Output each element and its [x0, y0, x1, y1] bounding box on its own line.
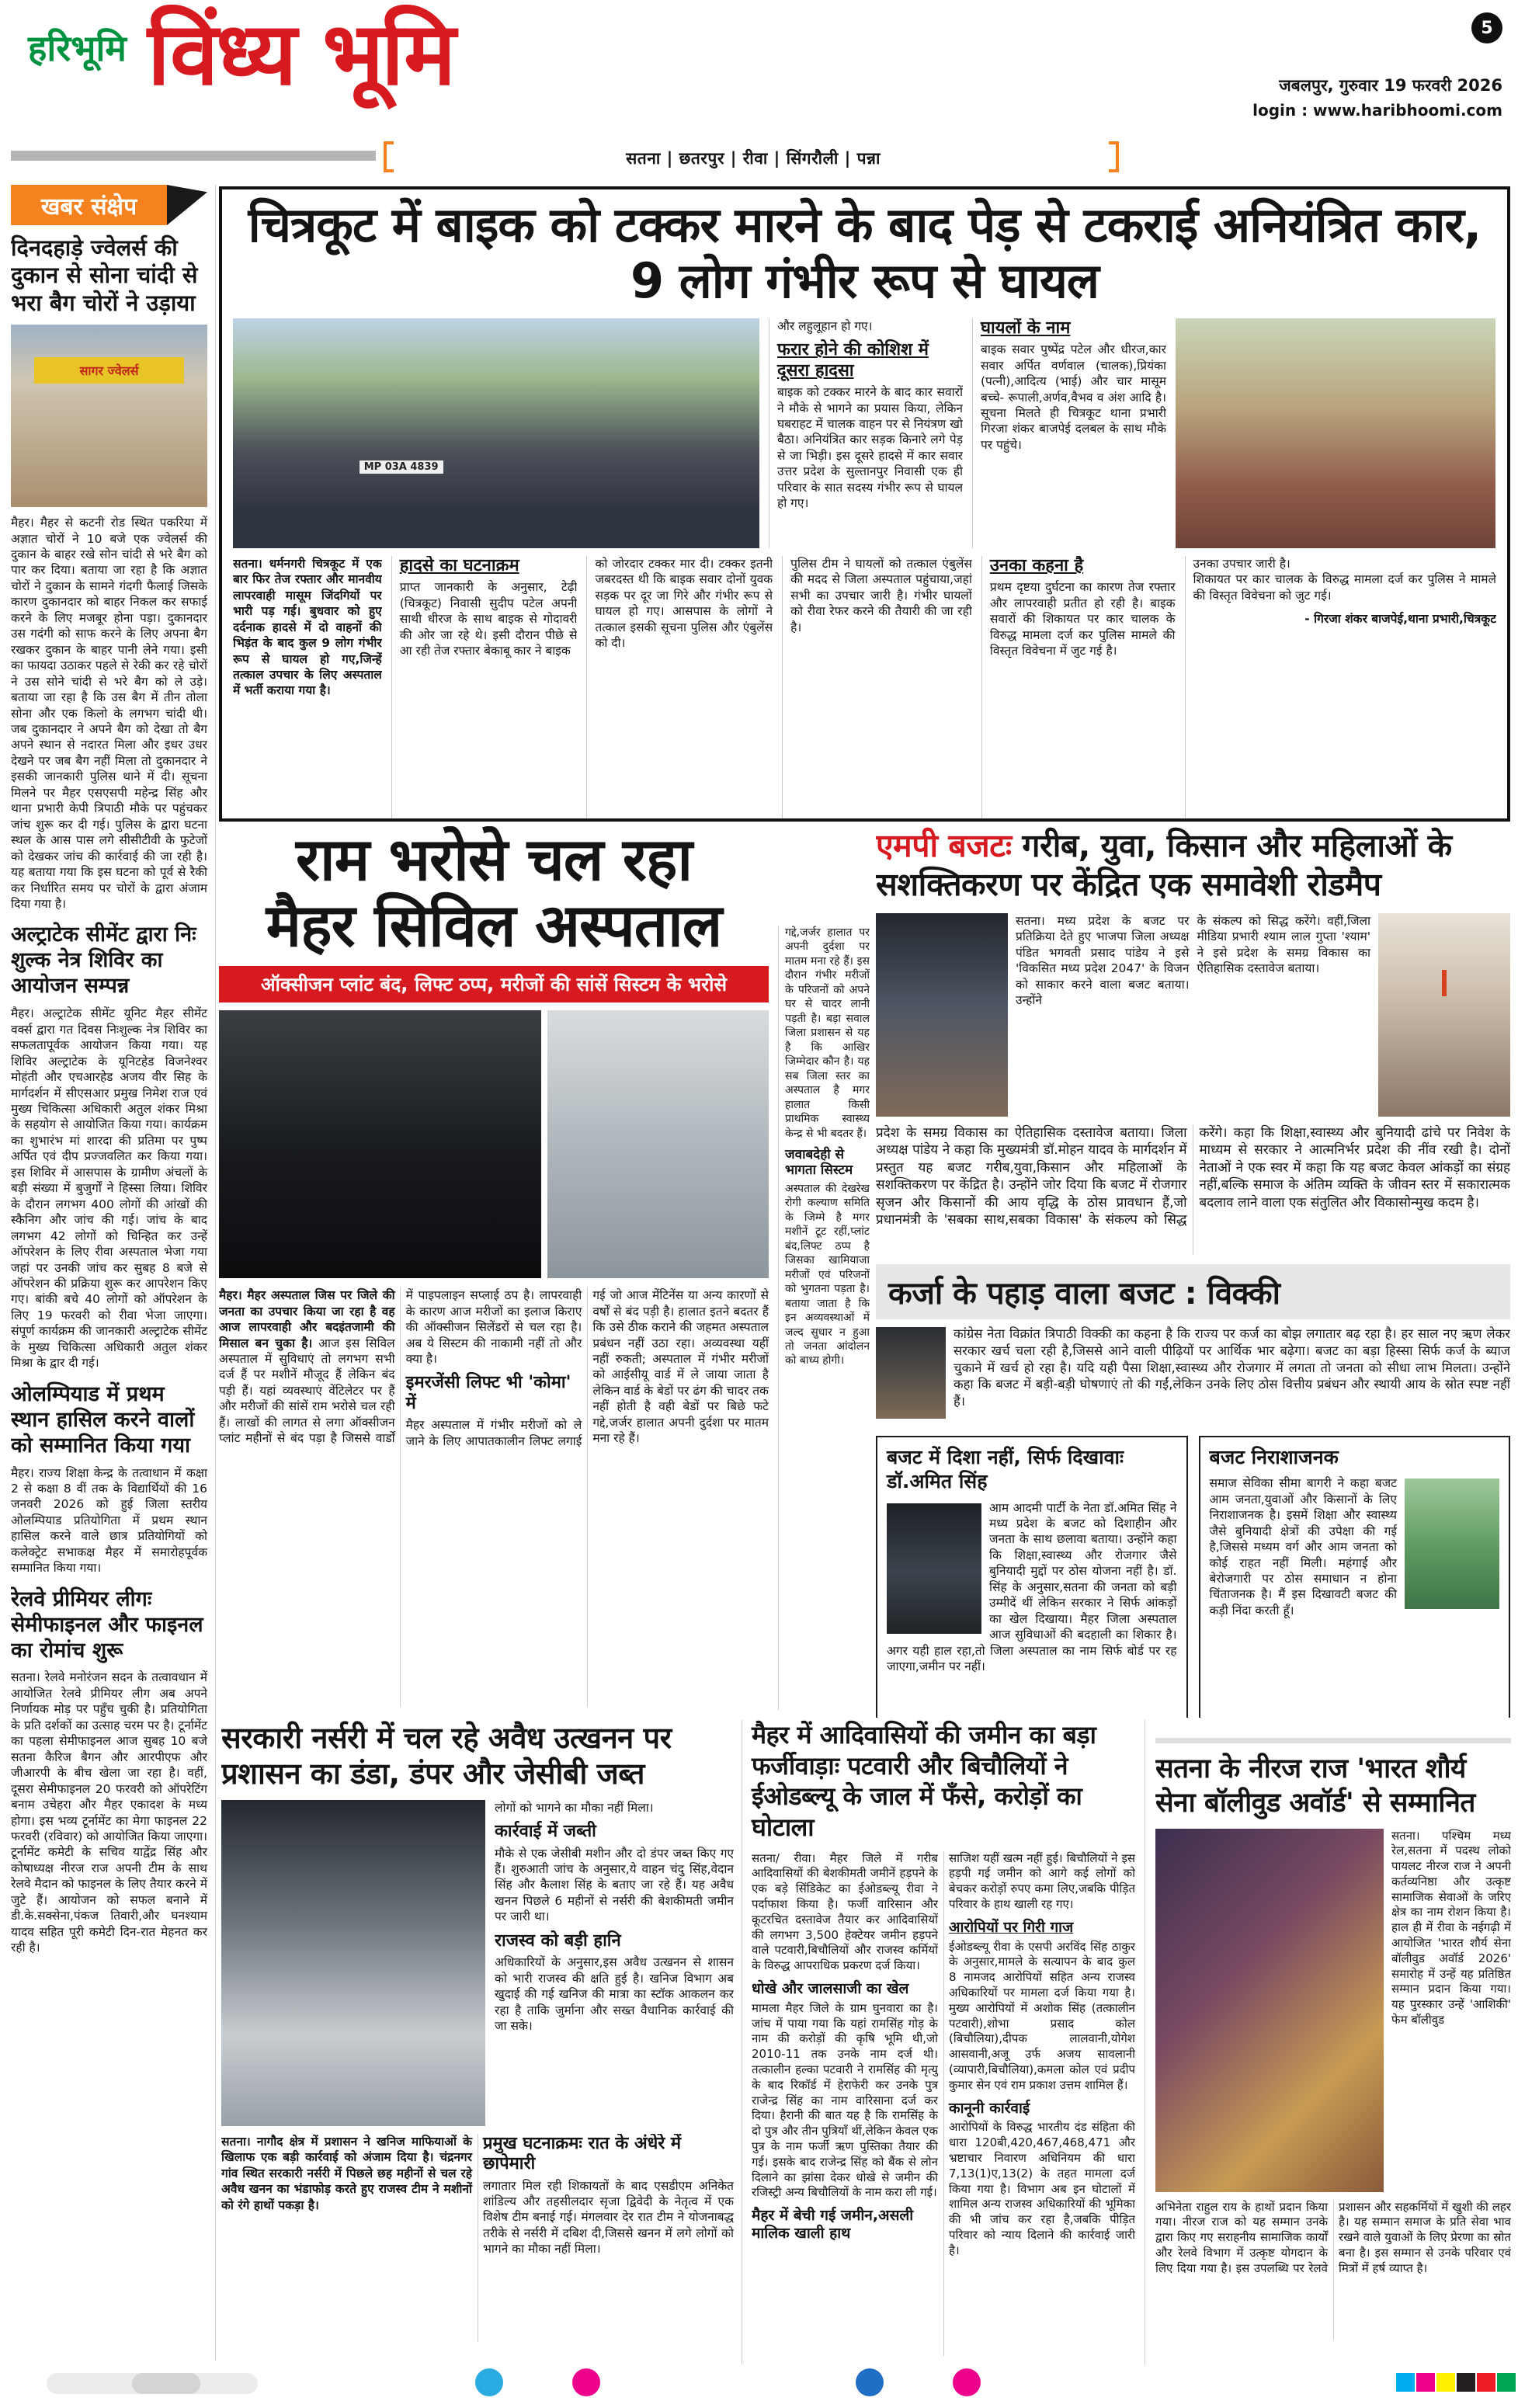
- article-lede: मैहर। मैहर अस्पताल जिस पर जिले की जनता का उपचार किया जा रहा है वह आज लापरवाही और बदइंतजामी की मिसाल बन चुका है।: [219, 1288, 395, 1350]
- lead-article: [219, 186, 1510, 822]
- article-text: मैहर। मैहर से कटनी रोड स्थित पकरिया में अज्ञात चोरों ने 10 बजे एक ज्वेलर्स की दुकान के बाहर रखे सोन चांदी से भरे बैग को पार कर दिया। बताया जा रहा है कि अज्ञात चोरों ने दुकान के सामने गंदगी फैलाई जिसके कारण दुकानदार को बाहर निकल कर सफाई करने के लिए मजबूर होना पड़ा। दुकानदार उस गदंगी को साफ करने के लिए अपना बैग रखकर दुकान के बाहर पानी लेने गया। इसी का फायदा उठाकर पहले से रेकी कर रहे चोरों ने उस सोने चांदी से भरे बैग को ले उड़े। बताया जा रहा है कि उस बैग में तीन तोला सोना और एक किलो के लगभग चांदी थी। जब दुकानदार ने अपने बैग को देखा तो बैग अपने स्थान से नदारत मिला और इधर उधर देखने पर जब बैग नहीं मिला तो दुकानदार ने इसकी जानकारी पुलिस थाने में दी। सूचना मिलने पर मैहर एसएसपी महेन्द्र सिंह और थाना प्रभारी केपी त्रिपाठी मौके पर पहुंचकर जांच शुरू कर दी गई। पुलिस के द्वारा घटना स्थल के आस पास लगे सीसीटीवी के फुटेजों को देखकर जांच की कार्रवाई की जा रही है। यह बताया गया कि इस घटना को पूर्व से रैकी कर निर्धारित समय पर चोरों के द्वारा अंजाम दिया गया है।: [11, 516, 207, 911]
- photo-hospital-bed: [547, 1010, 769, 1278]
- article-text: आज इस सिविल अस्पताल में सुविधाएं तो लगभग सभी दर्ज हैं पर मशीनें मौजूद हैं लेकिन बंद पड़ी हैं। यहां व्यवस्थाएं वेंटिलेटर पर हैं और मरीजों की सांसें राम भरोसे चल रही हैं। लाखों की लागत से लगा ऑक्सीजन प्लांट महीनों से बंद पड़ा है जिससे वार्डों में पाइपलाइन सप्लाई ठप है। लापरवाही के कारण आज मरीजों का इलाज किराए की ऑक्सीजन सिलेंडरों से चल रहा है। अब ये सिस्टम की नाकामी नहीं तो और क्या है।: [219, 1288, 582, 1446]
- lead-column: [972, 318, 1166, 548]
- color-bar-icon: [1457, 2373, 1475, 2392]
- article-headline: सरकारी नर्सरी में चल रहे अवैध उत्खनन पर प्रशासन का डंडा, डंपर और जेसीबी जब्त: [221, 1721, 672, 1791]
- budget-intro-row: [876, 913, 1510, 1117]
- article-headline: मैहर में आदिवासियों की जमीन का बड़ा फर्जीवाड़ाः पटवारी और बिचौलियों ने ईओडब्ल्यू के जाल में फँसे, करोड़ों का घोटाला: [752, 1720, 1096, 1843]
- tilak-mark: [1442, 970, 1447, 996]
- color-bar-icon: [1477, 2373, 1495, 2392]
- article-headline: [876, 826, 1510, 904]
- brief-headline: अल्ट्राटेक सीमेंट द्वारा निः शुल्क नेत्र शिविर का आयोजन सम्पन्न: [11, 923, 196, 999]
- article-text: प्रदेश के समग्र विकास का ऐतिहासिक दस्तावेज बताया। जिला अध्यक्ष पांडेय ने कहा कि मुख्यमंत्री डॉ.मोहन यादव के मार्गदर्शन में प्रस्तुत यह बजट गरीब,युवा,किसान और महिलाओं के सशक्तिकरण पर केंद्रित है। उन्होंने जोर दिया कि बजट में रोजगार सृजन और किसानों की आय वृद्धि के ठोस प्रावधान हैं,जो प्रधानमंत्री के 'सबका साथ,सबका विकास' के संकल्प को सिद्ध करेंगे। कहा कि शिक्षा,स्वास्थ्य और बुनियादी ढांचे पर निवेश के माध्यम से सरकार ने आत्मनिर्भर प्रदेश की नींव रखी है। दोनों नेताओं ने एक स्वर में कहा कि यह बजट केवल आंकड़ों का संग्रह नहीं,बल्कि समाज के अंतिम व्यक्ति के जीवन स्तर में सकारात्मक बदलाव लाने वाला एक संतुलित और विकासोन्मुख कदम है।: [876, 1125, 1510, 1228]
- photo-police-vehicle: [233, 318, 759, 548]
- lead-bottom-row: [233, 556, 1496, 822]
- brief-headline: रेलवे प्रीमियर लीगः सेमीफाइनल और फाइनल का रोमांच शुरू: [11, 1586, 203, 1663]
- shop-sign: सागर ज्वेलर्स: [34, 357, 183, 384]
- nursery-side-column: [495, 1800, 734, 2126]
- article-text: कांग्रेस नेता विक्रांत त्रिपाठी विक्की का कहना है कि राज्य पर कर्ज का बोझ लगातार बढ़ रहा है। हर साल नए ऋण लेकर सरकार खर्च चला रही है,जिससे आने वाली पीढ़ियों पर आर्थिक भार बढ़ेगा। बजट का बड़ा हिस्सा सिर्फ कर्ज के ब्याज चुकाने में खर्च हो रहा है। यदि यही पैसा शिक्षा,स्वास्थ्य और रोजगार में लगता तो जनता को सीधा लाभ मिलता। उन्होंने कहा कि बजट में बड़ी-बड़ी घोषणाएं तो की गईं,लेकिन उनके लिए ठोस वित्तीय प्रबंधन और स्थायी आय के स्रोत स्पष्ट नहीं हैं।: [954, 1326, 1510, 1409]
- color-bar-icon: [1396, 2373, 1415, 2392]
- article-text: मैहर। अल्ट्राटेक सीमेंट यूनिट मैहर सीमेंट वर्क्स द्वारा गत दिवस निःशुल्क नेत्र शिविर का सफलतापूर्वक आयोजन किया गया। यह शिविर अल्ट्राटेक के यूनिटहेड विजनेश्वर मोहंती और एचआरहेड अजय वीर सिह के मार्गदर्शन में सीएसआर प्रमुख निमेश राज एवं मुख्य चिकित्सा अधिकारी अतुल शंकर मिश्रा के सहयोग से आयोजित किया गया। कार्यक्रम का शुभारंभ मां शारदा की प्रतिमा पर पुष्प अर्पित एवं दीप प्रज्जवलित कर किया गया। इस शिविर में आसपास के ग्रामीण अंचलों के बड़ी संख्या में बुजुर्गों ने हिस्सा लिया। शिविर के दौरान लगभग 400 लोगों की आंखों की स्कैनिग और जांच की गई। जांच के बाद लगभग 42 लोगों को चिन्हित कर उन्हें ऑपरेशन के लिए रीवा अस्पताल भेजा गया जहां पर उनकी जांच कर सुबह 8 बजे से ऑपरेशन की प्रक्रिया शुरू कर आपरेशन किए गए। बांकी बचे 40 लोगों को ऑपरेशन के लिए 19 फरवरी को रीवा भेजा जाएगा। संपूर्ण कार्यक्रम की जानकारी अल्ट्राटेक सीमेंट के मुख्य चिकित्सा अधिकारी अतुल शंकर मिश्रा के द्वार दी गई।: [11, 1006, 207, 1371]
- photo-caption: शिकायत पर कार चालक के विरुद्ध मामला दर्ज कर पुलिस ने मामले की विस्तृत विवेचना को जुट गई।: [1193, 572, 1497, 603]
- section-subhead: प्रमुख घटनाक्रमः रात के अंधेरे में छापेमारी: [483, 2133, 682, 2174]
- photo-media-incharge: [1378, 913, 1510, 1117]
- section-subhead: मैहर में बेची गई जमीन,असली मालिक खाली हाथ: [752, 2207, 914, 2243]
- article-text: आरोपियों के विरुद्ध भारतीय दंड संहिता की धारा 120बी,420,467,468,471 और भ्रष्टाचार निवारण अधिनियम की धारा 7,13(1)ए,13(2) के तहत मामला दर्ज किया गया है। विभाग अब इन घोटालों में शामिल अन्य राजस्व अधिकारियों की भूमिका की भी जांच कर रहा है,जबकि पीड़ित परिवार को न्याय दिलाने की कार्रवाई जारी है।: [949, 2120, 1135, 2257]
- section-subhead: फरार होने की कोशिश में दूसरा हादसा: [777, 340, 929, 380]
- article-text: मैहर। राज्य शिक्षा केन्द्र के तत्वाधान में कक्षा 2 से कक्षा 8 वीं तक के विद्यार्थियों की 16 जनवरी 2026 को हुई जिला स्तरीय ओलम्पियाड प्रतियोगिता में प्रथम स्थान हासिल करने वाले छात्र प्रतियोगियों को कलेक्ट्रेट सभाकक्ष मैहर में समारोहपूर्वक सम्मानित किया गया।: [11, 1465, 207, 1576]
- article-text: और लहुलूहान हो गए।: [777, 318, 873, 333]
- lead-top-row: [233, 318, 1496, 548]
- headline-kicker: एमपी बजटः: [876, 827, 1012, 864]
- page-number-badge: 5: [1471, 12, 1502, 43]
- article-body: [1155, 2200, 1511, 2340]
- login-link[interactable]: login : www.haribhoomi.com: [1252, 101, 1502, 120]
- section-subhead: कार्रवाई में जब्ती: [495, 1822, 596, 1842]
- scrollbar-track: [47, 2373, 258, 2394]
- budget-article: [876, 826, 1510, 1718]
- article-text: अस्पताल की देखरेख रोगी कल्याण समिति के जिम्मे है मगर मशीनें टूट रहीं,प्लांट बंद,लिफ्ट ठप्प है जिसका खामियाजा मरीजों एवं परिजनों को भुगतना पड़ता है। बताया जाता है कि इन अव्यवस्थाओं में जल्द सुधार न हुआ तो जनता आंदोलन को बाध्य होगी।: [785, 1182, 870, 1367]
- article-text: समाज सेविका सीमा बागरी ने कहा बजट आम जनता,युवाओं और किसानों के लिए निराशाजनक है। इसमें शिक्षा और स्वास्थ्य जैसे बुनियादी क्षेत्रों की उपेक्षा की गई है,जिससे मध्यम वर्ग और आम जनता को कोई राहत नहीं मिली। महंगाई और बेरोजगारी पर ठोस समाधान न होना चिंताजनक है। मैं इस दिखावटी बजट की कड़ी निंदा करती हूँ।: [1209, 1476, 1397, 1617]
- photo-award-ceremony: [1155, 1829, 1384, 2192]
- article-text: साजिश यहीं खत्म नहीं हुई। बिचौलियों ने इस हड़पी गई जमीन को आगे कई लोगों को बेचकर करोड़ों रुपए कमा लिए,जबकि पीड़ित परिवार के हाथ खाली रह गए।: [949, 1850, 1135, 1912]
- license-plate: MP 03A 4839: [360, 460, 443, 474]
- photo-caption: उनका उपचार जारी है।: [1193, 556, 1290, 571]
- photo-congress-leader: [876, 1327, 946, 1419]
- section-subhead: आरोपियों पर गिरी गाज: [949, 1918, 1074, 1936]
- article-lede: सतना। नागौद क्षेत्र में प्रशासन ने खनिज माफियाओं के खिलाफ एक बड़ी कार्रवाई को अंजाम दिया है। चंद्रनगर गांव स्थित सरकारी नर्सरी में पिछले छह महीनों से चल रहे अवैध खनन का भंडाफोड़ करते हुए राजस्व टीम ने मशीनों को रंगे हाथों पकड़ा है।: [221, 2134, 472, 2212]
- opinion-boxes: [876, 1436, 1510, 1718]
- article-text: सतना/ रीवा। मैहर जिले में गरीब आदिवासियों की बेशकीमती जमीनें हड़पने के एक बड़े सिंडिकेट का ईओडब्ल्यू रीवा ने पर्दाफाश किया है। फर्जी वारिसान और कूटरचित दस्तावेज तैयार कर आदिवासियों की लगभग 3,500 हेक्टेयर जमीन हड़पने वाले पटवारी,बिचौलियों और राजस्व कर्मियों के विरुद्ध आपराधिक प्रकरण दर्ज किया।: [752, 1850, 938, 1973]
- registration-dot-icon: [475, 2368, 503, 2396]
- award-article: [1155, 1738, 1511, 2364]
- hospital-article: [219, 826, 870, 1716]
- deck-strip: ऑक्सीजन प्लांट बंद, लिफ्ट ठप्प, मरीजों की सांसें सिस्टम के भरोसे: [219, 966, 769, 1002]
- registration-dot-icon: [856, 2368, 884, 2396]
- dateline: जबलपुर, गुरुवार 19 फरवरी 2026: [1279, 76, 1502, 95]
- article-text: बाइक को टक्कर मारने के बाद कार सवारों ने मौके से भागने का प्रयास किया, लेकिन घबराहट में चालक वाहन पर से नियंत्रण खो बैठा। अनियंत्रित कार सड़क किनारे लगे पेड़ से जा भिड़ी। इस दूसरे हादसे में कार सवार उत्तर प्रदेश के सुल्तानपुर निवासी एक ही परिवार के सात सदस्य गंभीर रूप से घायल हो गए।: [777, 385, 963, 511]
- header-divider: [11, 151, 376, 161]
- hospital-photos: [219, 1010, 769, 1278]
- article-text: सतना। मध्य प्रदेश के बजट पर प्रतिक्रिया देते हुए भाजपा जिला अध्यक्ष पंडित भगवती प्रसाद पांडेय ने इसे 'विकसित मध्य प्रदेश 2047' के विजन को साकार करने वाला बजट बताया। उन्होंने: [1016, 914, 1190, 1008]
- article-text: प्रथम दृष्टया दुर्घटना का कारण तेज रफ्तार और लापरवाही प्रतीत हो रही है। बाइक सवारों की शिकायत पर कार चालक के विरुद्ध मामला दर्ज कर पुलिस मामले की विस्तृत विवेचना में जुट गई है।: [989, 580, 1176, 658]
- briefs-banner-label: खबर संक्षेप: [11, 185, 167, 225]
- byline-attribution: - गिरजा शंकर बाजपेई,थाना प्रभारी,चित्रकूट: [1304, 612, 1497, 627]
- color-bar-icon: [1497, 2373, 1516, 2392]
- article-text: पुलिस टीम ने घायलों को तत्काल एंबुलेंस की मदद से जिला अस्पताल पहुंचाया,जहां सभी का उपचार जारी है। गंभीर घायलों को रीवा रेफर करने की तैयारी की जा रही है।: [790, 556, 972, 634]
- article-body: [221, 2134, 734, 2342]
- article-text: मैहर अस्पताल में गंभीर मरीजों को ले जाने के लिए आपातकालीन लिफ्ट लगाई गई जो आज मेंटिनेंस या अन्य कारणों से वर्षों से बंद पड़ी है। हालात इतने बदतर हैं कि उसे ठीक कराने की जहमत अस्पताल प्रबंधन नहीं उठा रहा। अव्यवस्था यहीं नहीं रुकती; अस्पताल में गंभीर मरीजों को आईसीयू वार्ड में ले जाया जाता है लेकिन वार्ड के बेडों पर ढंग की चादर तक नहीं होती है वही बेडों पर बिछे फटे गद्दे,जर्जर हालात अपनी दुर्दशा पर मातम मना रहे हैं।: [405, 1288, 769, 1448]
- article-text: को जोरदार टक्कर मार दी। टक्कर इतनी जबरदस्त थी कि बाइक सवार दोनों युवक सड़क पर दूर जा गिरे और गंभीर रूप से घायल हो गए। आसपास के लोगों ने तत्काल इसकी सूचना पुलिस और एंबुलेंस को दी।: [595, 556, 773, 651]
- bracket-icon: [384, 141, 394, 172]
- article-body: [219, 1287, 769, 1707]
- section-divider: [1155, 1738, 1511, 1743]
- article-text: प्राप्त जानकारी के अनुसार, टेढ़ी (चित्रकूट) निवासी सुदीप पटेल अपनी साथी धीरज के साथ बाइक से गोदावरी की ओर जा रहे थे। इसी दौरान पीछे से आ रही तेज रफ्तार बेकाबू कार ने बाइक: [399, 580, 578, 658]
- haribhoomi-logo: हरिभूमि: [28, 27, 127, 69]
- registration-dot-icon: [953, 2368, 981, 2396]
- brief-headline: ओलम्पियाड में प्रथम स्थान हासिल करने वालों को सम्मानित किया गया: [11, 1381, 195, 1458]
- banner-flag-icon: [167, 185, 207, 225]
- section-subhead: हादसे का घटनाक्रम: [399, 555, 519, 575]
- edition-cities: सतना | छतरपुर | रीवा | सिंगरौली | पन्ना: [626, 149, 881, 168]
- article-text: अधिकारियों के अनुसार,इस अवैध उत्खनन से शासन को भारी राजस्व की क्षति हुई है। खनिज विभाग अब खुदाई की गई खनिज की मात्रा का स्टॉक आकलन कर रहा है ताकि जुर्माना और सख्त वैधानिक कार्रवाई की जा सके।: [495, 1955, 734, 2034]
- lead-column: [769, 318, 963, 548]
- section-subhead: राजस्व को बड़ी हानि: [495, 1930, 621, 1951]
- color-bar-icon: [1416, 2373, 1435, 2392]
- photo-injured-people: [1176, 318, 1495, 548]
- opinion-box-seema: [1199, 1436, 1511, 1718]
- section-subhead: कानूनी कार्रवाई: [949, 2099, 1030, 2117]
- briefs-banner: [11, 185, 207, 225]
- article-headline: सतना के नीरज राज 'भारत शौर्य सेना बॉलीवुड अवॉर्ड' से सम्मानित: [1155, 1753, 1475, 1819]
- lead-column: [1185, 556, 1496, 822]
- article-headline: मैहर सिविल अस्पताल: [266, 891, 722, 961]
- article-text: मामला मैहर जिले के ग्राम घुनवारा का है। जांच में पाया गया कि यहां रामसिंह गोड़ के नाम की करोड़ों की कृषि भूमि थी,जो 2010-11 तक उनके नाम दर्ज थी। तत्कालीन हल्का पटवारी ने रामसिंह की मृत्यु के बाद रिकॉर्ड में हेराफेरी कर उनके पुत्र राजेन्द्र सिंह का नाम वारिसाना दर्ज कर दिया। हैरानी की बात यह है कि रामसिंह के दो पुत्र और तीन पुत्रियाँ थीं,लेकिन केवल एक पुत्र के नाम फर्जी ऋण पुस्तिका तैयार की गई। इसके बाद राजेन्द्र सिंह को बैंक से लोन दिलाने का झांसा देकर धोखे से जमीन की रजिस्ट्री अन्य बिचौलियों के नाम करा ली गई।: [752, 2000, 938, 2200]
- section-subhead: इमरजेंसी लिफ्ट भी 'कोमा' में: [405, 1373, 571, 1413]
- lead-column: [391, 556, 578, 822]
- brief-headline: दिनदहाड़े ज्वेलर्स की दुकान से सोना चांदी से भरा बैग चोरों ने उड़ाया: [11, 235, 198, 316]
- photo-amit-singh: [887, 1503, 981, 1634]
- article-text: लगातार मिल रही शिकायतों के बाद एसडीएम अनिकेत शांडिल्य और तहसीलदार सृजा द्विवेदी के नेतृत्व में एक विशेष टीम बनाई गई। मंगलवार देर रात टीम ने योजनाबद्ध तरीके से नर्सरी में दबिश दी,जिससे खनन में लगे लोगों को भागने का मौका नहीं मिला।: [483, 2178, 734, 2257]
- lead-column: [586, 556, 773, 822]
- section-heading: कर्जा के पहाड़ वाला बजट : विक्की: [876, 1264, 1510, 1319]
- award-top-row: [1155, 1829, 1511, 2192]
- bracket-icon: [1109, 141, 1119, 172]
- section-subhead: जवाबदेही से भागता सिस्टम: [785, 1147, 853, 1179]
- article-text: के संकल्प को सिद्ध करेंगे। वहीं,जिला मीडिया प्रभारी श्याम लाल गुप्ता 'श्याम' ने इसे प्रदेश के समग्र विकास का ऐतिहासिक दस्तावेज बताया।: [1197, 914, 1370, 976]
- article-text: अभिनेता राहुल राय के हाथों प्रदान किया गया। नीरज राज को यह सम्मान उनके द्वारा किए गए सराहनीय सामाजिक कार्यों और रेलवे विभाग में उत्कृष्ट योगदान के लिए दिया गया है। इस उपलब्धि पर रेलवे प्रशासन और सहकर्मियों में खुशी की लहर है। यह सम्मान समाज के प्रति सेवा भाव रखने वाले युवाओं के लिए प्रेरणा का स्रोत बना है। इस सम्मान से उनके परिवार एवं मित्रों में हर्ष व्याप्त है।: [1155, 2199, 1511, 2275]
- lead-column: [782, 556, 972, 822]
- article-body: [876, 1124, 1510, 1255]
- photo-bjp-leader: [876, 913, 1008, 1117]
- article-text: मौके से एक जेसीबी मशीन और दो डंपर जब्त किए गए हैं। शुरुआती जांच के अनुसार,ये वाहन चंदु सिंह,वेदान सिंह और कैलाश सिंह के बताए जा रहे हैं। यह अवैध खनन पिछले 6 महीनों से नर्सरी की बेशकीमती जमीन पर जारी था।: [495, 1846, 734, 1924]
- article-body: [752, 1851, 1135, 2356]
- article-text: सतना। रेलवे मनोरंजन सदन के तत्वावधान में आयोजित रेलवे प्रीमियर लीग अब अपने निर्णायक मोड़ पर पहुँच चुकी है। प्रतियोगिता के प्रति दर्शकों का उत्साह चरम पर है। टूर्नामेंट का पहला सेमीफाइनल आज सुबह 10 बजे सतना कैरिज बैगन और आरपीएफ और जीआरपी के बीच खेला जा रहा है। वहीं, दूसरा सेमीफाइनल 20 फरवरी को ऑपरेटिंग बनाम उचेहरा और मैहर एकादश के मध्य होगा। इस भव्य टूर्नामेंट का मेगा फाइनल 22 फरवरी (रविवार) को आयोजित किया जाएगा। टूर्नामेंट कमेटी के सचिव याद्वेंद्र सिंह और कोषाध्यक्ष नीरज राज अपनी टीम के साथ रेलवे मैदान को फाइनल के लिए तैयार करने में जुटे हैं। आयोजन को सफल बनाने में डी.के.सक्सेना,पंकज तिवारी,और घनश्याम यादव सहित पूरी कमेटी दिन-रात मेहनत कर रही है।: [11, 1670, 207, 1955]
- opinion-box-amit: [876, 1436, 1188, 1718]
- briefs-column: [11, 185, 216, 2361]
- article-text: लोगों को भागने का मौका नहीं मिला।: [495, 1800, 654, 1815]
- nursery-article: [221, 1720, 734, 2365]
- land-scam-article: [742, 1720, 1145, 2365]
- photo-jewellery-shop: [11, 325, 207, 507]
- opinion-heading: बजट निराशाजनक: [1209, 1446, 1339, 1469]
- section-subhead: घायलों के नाम: [981, 318, 1071, 338]
- article-headline: राम भरोसे चल रहा: [295, 826, 693, 894]
- registration-dot-icon: [572, 2368, 600, 2396]
- article-text: गद्दे,जर्जर हालात पर अपनी दुर्दशा पर मातम मना रहे हैं। इस दौरान गंभीर मरीजों के परिजनों को अपने घर से चादर लानी पड़ती है। बड़ा सवाल जिला प्रशासन से यह है कि आखिर जिम्मेदार कौन है। यह सब जिला स्तर का अस्पताल है मगर हालात किसी प्राथमिक स्वास्थ्य केन्द्र से भी बदतर हैं।: [785, 926, 870, 1140]
- nursery-top-row: [221, 1800, 734, 2126]
- photo-hospital-corridor: [219, 1010, 541, 1278]
- article-body: [876, 1326, 1510, 1425]
- photo-seized-dumper: [221, 1800, 485, 2126]
- section-subhead: उनका कहना है: [989, 555, 1084, 575]
- photo-seema-bagri: [1405, 1479, 1499, 1609]
- article-text: आम आदमी पार्टी के नेता डॉ.अमित सिंह ने मध्य प्रदेश के बजट को दिशाहीन और जनता के साथ छलावा बताया। उन्होंने कहा कि शिक्षा,स्वास्थ्य और रोजगार जैसे बुनियादी मुद्दों पर ठोस योजना नहीं है। डॉ. सिंह के अनुसार,सतना की जनता को बड़ी उम्मीदें थीं लेकिन सरकार ने सिर्फ आंकड़ों का खेल दिखाया। मैहर जिला अस्पताल आज सुविधाओं की बदहाली का शिकार है। अगर यही हाल रहा,तो जिला अस्पताल का नाम सिर्फ बोर्ड पर रह जाएगा,जमीन पर नहीं।: [887, 1500, 1177, 1674]
- lead-headline: चित्रकूट में बाइक को टक्कर मारने के बाद पेड़ से टकराई अनियंत्रित कार, 9 लोग गंभीर रूप से घायल: [248, 196, 1482, 309]
- article-text: सतना। पश्चिम मध्य रेल,सतना में पदस्थ लोको पायलट नीरज राज ने अपनी कर्तव्यनिष्ठा और उत्कृष्ट सामाजिक सेवाओं के जरिए क्षेत्र का नाम रोशन किया है। हाल ही में रीवा के नईगढ़ी में आयोजित 'भारत शौर्य सेना बॉलीवुड अवॉर्ड 2026' समारोह में उन्हें यह प्रतिष्ठित सम्मान प्रदान किया गया। यह पुरस्कार उन्हें 'आशिकी' फेम बॉलीवुड: [1391, 1828, 1511, 2028]
- headline-text: गरीब, युवा, किसान और महिलाओं के सशक्तिकरण पर केंद्रित एक समावेशी रोडमैप: [876, 827, 1452, 904]
- article-text: ईओडब्ल्यू रीवा के एसपी अरविंद सिंह ठाकुर के अनुसार,मामले के सत्यापन के बाद कुल 8 नामजद आरोपियों सहित अन्य राजस्व अधिकारियों पर मामला दर्ज किया गया है। मुख्य आरोपियों में अशोक सिंह (तत्कालीन पटवारी),शोभा प्रसाद कोल (बिचौलिया),दीपक लालवानी,योगेश आसवानी,अजू उर्फ अजय सावलानी (व्यापारी,बिचौलिया),कमला कोल एवं प्रदीप कुमार सेन एवं राम प्रकाश उत्तम शामिल हैं।: [949, 1939, 1135, 2092]
- section-subhead: धोखे और जालसाजी का खेल: [752, 1980, 909, 1998]
- color-bar-icon: [1436, 2373, 1455, 2392]
- opinion-heading: बजट में दिशा नहीं, सिर्फ दिखावाः डॉ.अमित सिंह: [887, 1446, 1124, 1493]
- article-text: बाइक सवार पुष्पेंद्र पटेल और धीरज,कार सवार अर्पित वर्णवाल (चालक),प्रियंका (पत्नी),आदित्य (भाई) और चार मासूम बच्चे- रूपाली,अर्णव,वैभव व अंश आदि है। सूचना मिलते ही चित्रकूट थाना प्रभारी गिरजा शंकर बाजपेई दलबल के साथ मौके पर पहुंचे।: [981, 342, 1166, 452]
- lead-column: [981, 556, 1176, 822]
- page-title: विंध्य भूमि: [148, 4, 454, 105]
- lead-column: [233, 556, 382, 822]
- scrollbar-handle[interactable]: [132, 2373, 200, 2394]
- hospital-side-column: [778, 926, 870, 1710]
- photo-caption: सतना। धर्मनगरी चित्रकूट में एक बार फिर तेज रफ्तार और मानवीय लापरवाही मासूम जिंदगियों पर भारी पड़ गई। बुधवार को हुए दर्दनाक हादसे में दो वाहनों की भिड़ंत के बाद कुल 9 लोग गंभीर रूप से घायल हो गए,जिन्हें तत्काल उपचार के लिए अस्पताल में भर्ती कराया गया है।: [233, 556, 382, 698]
- hospital-main: [219, 826, 769, 1707]
- award-side-column: [1391, 1829, 1511, 2192]
